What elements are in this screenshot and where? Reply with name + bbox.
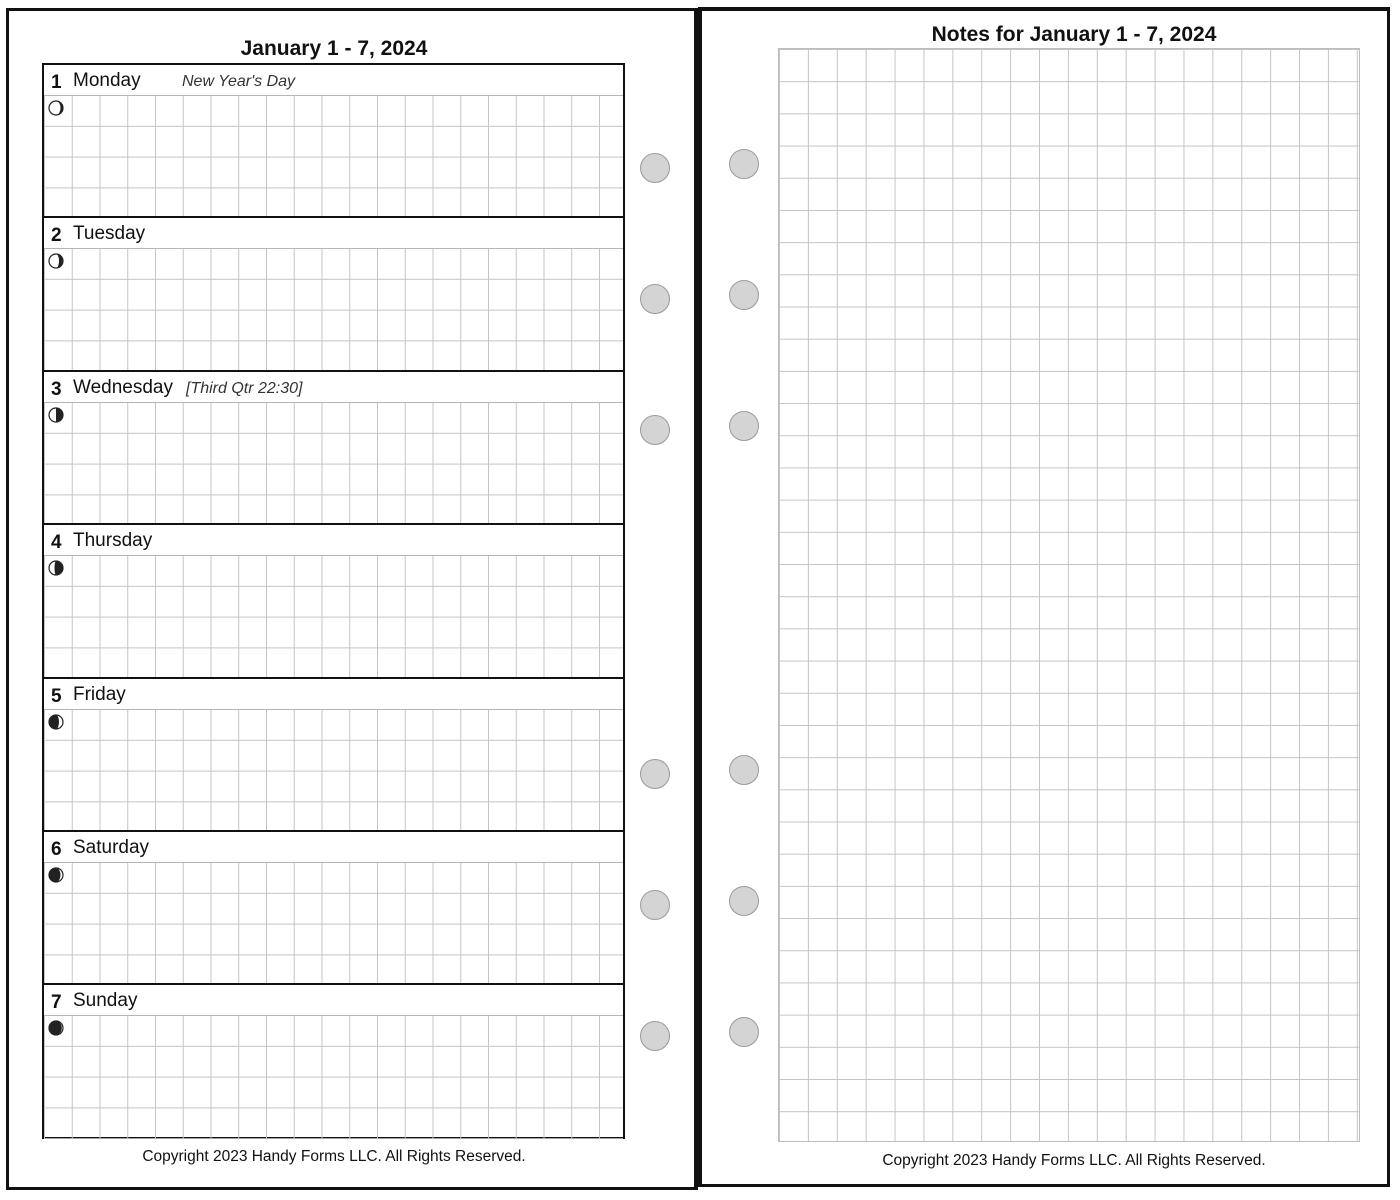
moon-phase-icon [48, 253, 64, 269]
day-name: Sunday [73, 990, 138, 1012]
day-name: Wednesday [73, 376, 173, 398]
moon-phase-icon [48, 867, 64, 883]
day-header [44, 985, 623, 1016]
moon-phase-icon [48, 714, 64, 730]
day-number: 1 [51, 72, 62, 93]
day-number: 6 [51, 838, 62, 860]
copyright-text: Copyright 2023 Handy Forms LLC. All Rights Reserved. [882, 1152, 1266, 1169]
day-writing-grid[interactable] [44, 96, 623, 216]
day-writing-grid[interactable] [44, 403, 623, 523]
day-writing-grid[interactable] [44, 1016, 623, 1138]
day-row-4 [44, 525, 623, 678]
day-number: 4 [51, 532, 62, 554]
day-header [44, 525, 623, 556]
binder-hole [729, 886, 759, 916]
day-row-3 [44, 372, 623, 525]
binder-hole [729, 149, 759, 179]
binder-hole [640, 759, 670, 789]
day-name: Monday [73, 70, 141, 91]
binder-hole [640, 284, 670, 314]
moon-phase-icon [48, 407, 64, 423]
day-number: 7 [51, 992, 62, 1014]
holiday-note: New Year's Day [182, 73, 296, 90]
day-row-2 [44, 218, 623, 371]
day-name: Tuesday [73, 223, 146, 245]
binder-hole [640, 415, 670, 445]
weekly-planner-page [6, 8, 698, 1190]
binder-hole [640, 1021, 670, 1051]
binder-hole [729, 411, 759, 441]
week-title: January 1 - 7, 2024 [240, 37, 428, 60]
moon-phase-icon [48, 560, 64, 576]
day-number: 2 [51, 225, 62, 247]
day-row-6 [44, 832, 623, 985]
day-header [44, 372, 623, 403]
binder-hole [729, 280, 759, 310]
binder-hole [640, 153, 670, 183]
day-header [44, 65, 623, 96]
copyright-text: Copyright 2023 Handy Forms LLC. All Rights Reserved. [142, 1148, 526, 1165]
day-header [44, 679, 623, 710]
day-number: 3 [51, 378, 62, 400]
day-name: Thursday [73, 530, 153, 552]
day-writing-grid[interactable] [44, 710, 623, 830]
day-row-5 [44, 679, 623, 832]
notes-page [698, 7, 1390, 1187]
notes-writing-grid[interactable] [778, 48, 1360, 1142]
day-number: 5 [51, 685, 62, 707]
binder-hole [640, 890, 670, 920]
day-name: Friday [73, 683, 126, 705]
notes-title: Notes for January 1 - 7, 2024 [931, 23, 1217, 46]
day-writing-grid[interactable] [44, 556, 623, 676]
day-header [44, 218, 623, 249]
moon-phase-icon [48, 100, 64, 116]
moon-phase-note: [Third Qtr 22:30] [186, 379, 303, 397]
days-list [42, 63, 625, 1139]
day-name: Saturday [73, 836, 150, 858]
day-writing-grid[interactable] [44, 249, 623, 369]
day-row-1 [44, 65, 623, 218]
day-writing-grid[interactable] [44, 863, 623, 983]
day-header [44, 832, 623, 863]
binder-hole [729, 1017, 759, 1047]
day-row-7 [44, 985, 623, 1138]
moon-phase-icon [48, 1020, 64, 1036]
binder-hole [729, 755, 759, 785]
